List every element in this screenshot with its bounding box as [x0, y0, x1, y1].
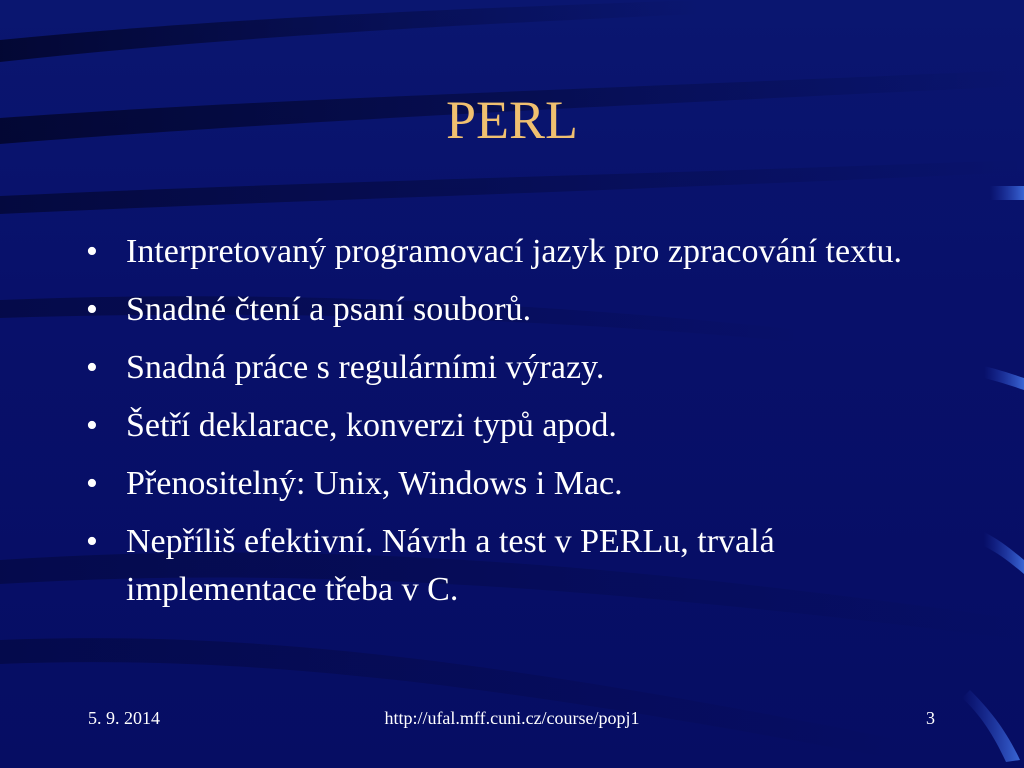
bullet-item: [86, 402, 966, 450]
bullet-text: Snadná práce s regulárními výrazy.: [126, 349, 605, 386]
slide-title: PERL: [445, 90, 579, 150]
bullet-item: [86, 228, 966, 276]
bullet-icon: •: [86, 349, 98, 386]
bullet-item: [86, 286, 966, 334]
bullet-icon: •: [86, 407, 98, 444]
bullet-text: Interpretovaný programovací jazyk pro zpracování textu.: [126, 233, 903, 270]
bullet-list: [86, 228, 966, 624]
bullet-item: [86, 344, 966, 392]
bullet-item: [86, 518, 966, 614]
footer-page-number: 3: [926, 708, 935, 728]
bullet-item: [86, 460, 966, 508]
footer-url: http://ufal.mff.cuni.cz/course/popj1: [384, 708, 640, 728]
bullet-icon: •: [86, 523, 98, 560]
bullet-icon: •: [86, 291, 98, 328]
bullet-text: Šetří deklarace, konverzi typů apod.: [126, 407, 617, 444]
bullet-text: Nepříliš efektivní. Návrh a test v PERLu, trvalá implementace třeba v C.: [126, 523, 775, 608]
bullet-icon: •: [86, 465, 98, 502]
footer-date: 5. 9. 2014: [88, 708, 160, 728]
bullet-icon: •: [86, 233, 98, 270]
bullet-text: Přenositelný: Unix, Windows i Mac.: [126, 465, 623, 502]
bullet-text: Snadné čtení a psaní souborů.: [126, 291, 532, 328]
